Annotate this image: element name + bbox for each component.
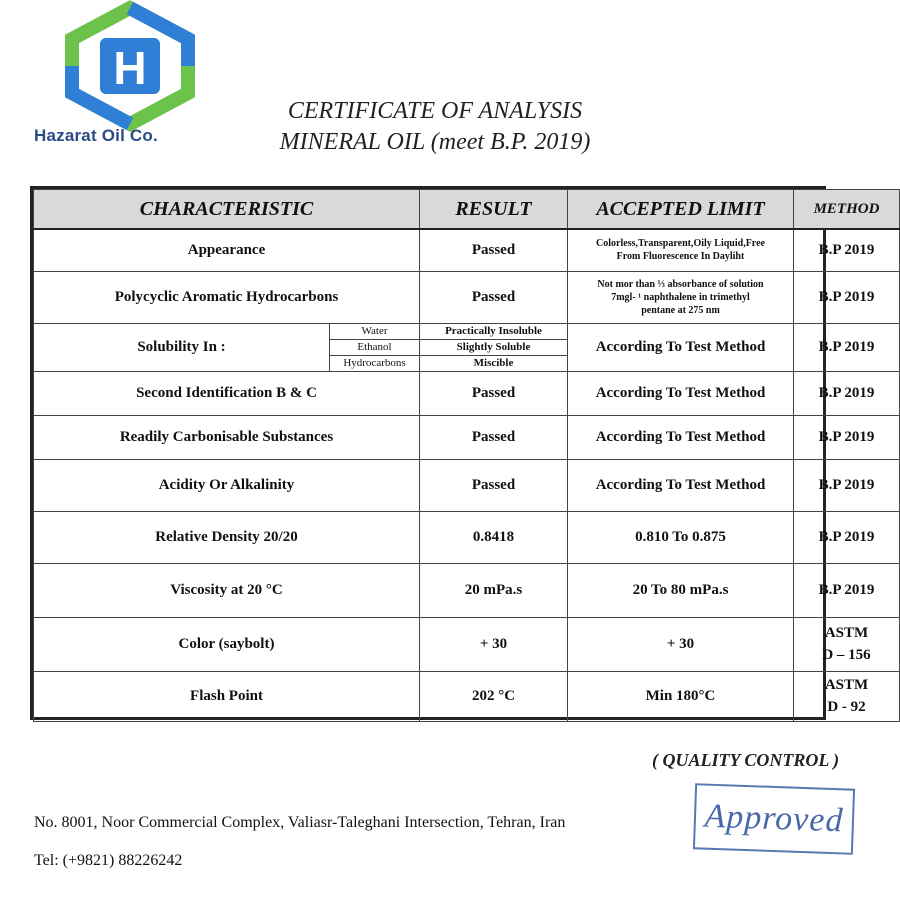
characteristic-cell: Acidity Or Alkalinity (34, 459, 420, 511)
company-name: Hazarat Oil Co. (34, 126, 158, 145)
solvent-cell: Hydrocarbons (330, 355, 420, 371)
table-row (34, 415, 900, 459)
characteristic-cell: Appearance (34, 229, 420, 271)
table-row (34, 271, 900, 323)
quality-control-label: ( QUALITY CONTROL ) (652, 750, 840, 770)
method-line: D – 156 (822, 647, 871, 663)
limit-line: 7mgl- ¹ naphthalene in trimethyl (611, 291, 750, 303)
table-row (34, 511, 900, 563)
solubility-row (34, 323, 900, 339)
limit-cell: Min 180°C (568, 671, 794, 721)
limit-line: Not mor than ⅓ absorbance of solution (597, 278, 764, 290)
limit-line: From Fluorescence In Dayliht (616, 251, 745, 263)
result-cell: Passed (420, 459, 568, 511)
header-characteristic: CHARACTERISTIC (34, 190, 420, 230)
table-row (34, 563, 900, 617)
method-cell: B.P 2019 (794, 511, 900, 563)
method-line: ASTM (824, 677, 869, 693)
company-address: No. 8001, Noor Commercial Complex, Valiasr-Taleghani Intersection, Tehran, Iran (34, 814, 566, 831)
solubility-result-cell: Slightly Soluble (420, 339, 568, 355)
characteristic-cell: Color (saybolt) (34, 617, 420, 671)
characteristic-cell: Relative Density 20/20 (34, 511, 420, 563)
method-cell: B.P 2019 (794, 415, 900, 459)
characteristic-cell: Readily Carbonisable Substances (34, 415, 420, 459)
method-line: ASTM (824, 625, 869, 641)
header-accepted-limit: ACCEPTED LIMIT (568, 190, 794, 230)
limit-cell: + 30 (568, 617, 794, 671)
solubility-result-cell: Practically Insoluble (420, 323, 568, 339)
limit-cell: According To Test Method (568, 323, 794, 371)
table-row (34, 459, 900, 511)
method-cell: B.P 2019 (794, 371, 900, 415)
method-cell (794, 671, 900, 721)
result-cell: 20 mPa.s (420, 563, 568, 617)
limit-line: pentane at 275 nm (641, 304, 720, 316)
result-cell: 202 °C (420, 671, 568, 721)
limit-cell: 20 To 80 mPa.s (568, 563, 794, 617)
analysis-table (30, 186, 880, 720)
characteristic-cell: Polycyclic Aromatic Hydrocarbons (34, 271, 420, 323)
method-cell: B.P 2019 (794, 323, 900, 371)
certificate-title: CERTIFICATE OF ANALYSIS (287, 98, 583, 124)
svg-text:H: H (113, 42, 147, 94)
table-header-row (34, 190, 900, 230)
limit-cell: According To Test Method (568, 371, 794, 415)
table-row (34, 617, 900, 671)
result-cell: Passed (420, 271, 568, 323)
table-row (34, 229, 900, 271)
characteristic-cell: Flash Point (34, 671, 420, 721)
limit-cell (568, 271, 794, 323)
solvent-cell: Ethanol (330, 339, 420, 355)
limit-cell: According To Test Method (568, 415, 794, 459)
method-cell: B.P 2019 (794, 459, 900, 511)
header-result: RESULT (420, 190, 568, 230)
limit-cell: 0.810 To 0.875 (568, 511, 794, 563)
limit-cell (568, 229, 794, 271)
solubility-label: Solubility In : (34, 323, 330, 371)
approved-stamp: Approved (693, 783, 855, 855)
solvent-cell: Water (330, 323, 420, 339)
result-cell: Passed (420, 371, 568, 415)
limit-line: Colorless,Transparent,Oily Liquid,Free (596, 238, 765, 250)
result-cell: + 30 (420, 617, 568, 671)
result-cell: 0.8418 (420, 511, 568, 563)
result-cell: Passed (420, 415, 568, 459)
table-row (34, 371, 900, 415)
method-cell (794, 617, 900, 671)
method-line: D - 92 (827, 699, 866, 715)
company-phone: Tel: (+9821) 88226242 (34, 852, 183, 869)
method-cell: B.P 2019 (794, 563, 900, 617)
characteristic-cell: Viscosity at 20 °C (34, 563, 420, 617)
limit-cell: According To Test Method (568, 459, 794, 511)
method-cell: B.P 2019 (794, 229, 900, 271)
result-cell: Passed (420, 229, 568, 271)
table-row (34, 671, 900, 721)
characteristic-cell: Second Identification B & C (34, 371, 420, 415)
certificate-subtitle: MINERAL OIL (meet B.P. 2019) (279, 129, 591, 155)
header-method: METHOD (794, 190, 900, 230)
solubility-result-cell: Miscible (420, 355, 568, 371)
method-cell: B.P 2019 (794, 271, 900, 323)
